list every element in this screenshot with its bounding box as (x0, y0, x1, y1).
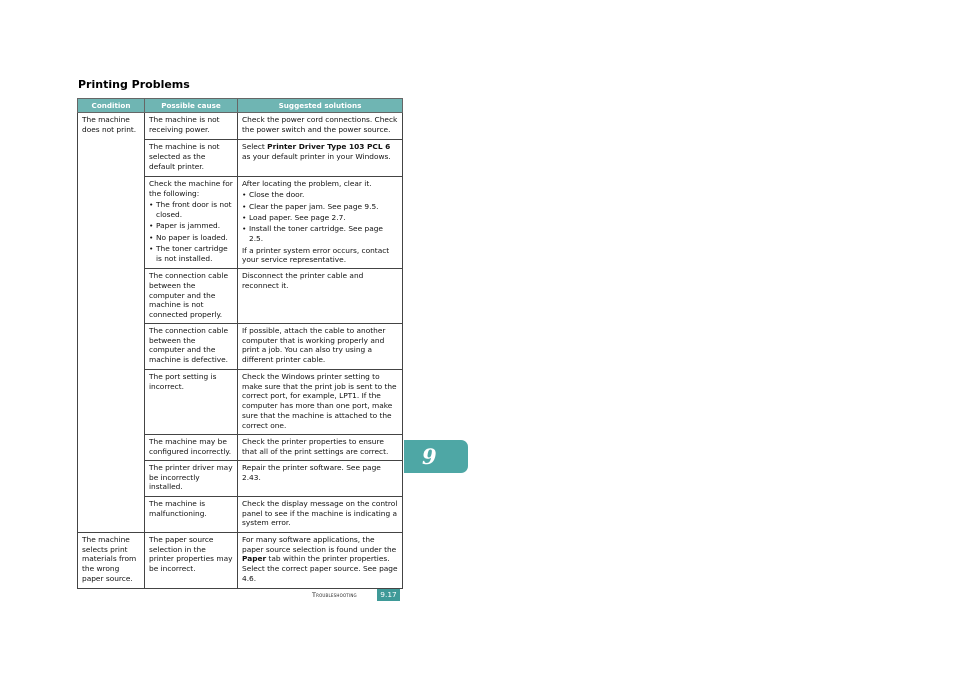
cause-cell: The connection cable between the computer and the machine is defective. (145, 323, 238, 369)
cause-cell: The paper source selection in the printer properties may be incorrect. (145, 532, 238, 588)
solution-text: as your default printer in your Windows. (242, 151, 391, 161)
paper-tab-name: Paper (242, 554, 267, 564)
solution-bullet-list (242, 190, 398, 244)
solution-cell: Check the printer properties to ensure that all of the print settings are correct. (238, 434, 403, 460)
cause-cell: The machine is malfunctioning. (145, 496, 238, 532)
list-item: • No paper is loaded. (149, 233, 233, 243)
chapter-number: 9 (422, 444, 437, 469)
solution-cell: Disconnect the printer cable and reconnect it. (238, 269, 403, 324)
table-header-row (78, 99, 403, 113)
driver-name: Printer Driver Type 103 PCL 6 (267, 142, 391, 151)
solution-cell (238, 177, 403, 269)
solution-cell (238, 532, 403, 588)
section-title: Printing Problems (78, 78, 190, 91)
solution-cell: If possible, attach the cable to another computer that is working properly and print a job. You can also try using a different printer cable. (238, 323, 403, 369)
condition-cell: The machine selects print materials from the wrong paper source. (78, 532, 145, 588)
list-item: • Paper is jammed. (149, 221, 233, 231)
table-row (78, 113, 403, 140)
solution-text: tab within the printer properties. Select the correct paper source. See page 4.6. (242, 554, 398, 583)
cause-cell: The printer driver may be incorrectly installed. (145, 460, 238, 496)
solution-text: For many software applications, the paper source selection is found under the (242, 534, 397, 554)
cause-intro: Check the machine for the following: (149, 179, 233, 198)
cause-cell: The port setting is incorrect. (145, 369, 238, 434)
list-item: • Install the toner cartridge. See page 2.5. (242, 224, 398, 244)
cause-cell: The machine is not selected as the default printer. (145, 140, 238, 177)
cause-cell: The machine may be configured incorrectly. (145, 434, 238, 460)
list-item: • The toner cartridge is not installed. (149, 244, 233, 264)
footer-section-name: Troubleshooting (312, 591, 357, 599)
list-item: • Close the door. (242, 190, 398, 200)
list-item: • Load paper. See page 2.7. (242, 213, 398, 223)
solution-cell: Check the power cord connections. Check the power switch and the power source. (238, 113, 403, 140)
solution-intro: After locating the problem, clear it. (242, 179, 372, 188)
cause-cell (145, 177, 238, 269)
list-item: • Clear the paper jam. See page 9.5. (242, 202, 398, 212)
header-suggested-solutions: Suggested solutions (238, 99, 403, 113)
solution-cell: Repair the printer software. See page 2.43. (238, 460, 403, 496)
condition-cell: The machine does not print. (78, 113, 145, 533)
solution-outro: If a printer system error occurs, contact your service representative. (242, 245, 390, 265)
solution-cell: Check the Windows printer setting to make sure that the print job is sent to the correct port, for example, LPT1. If the computer has more than one port, make sure that the machine is attached to the correct one. (238, 369, 403, 434)
header-condition: Condition (78, 99, 145, 113)
solution-cell: Check the display message on the control panel to see if the machine is indicating a system error. (238, 496, 403, 532)
header-possible-cause: Possible cause (145, 99, 238, 113)
troubleshooting-table (77, 98, 403, 589)
table-row (78, 532, 403, 588)
list-item: • The front door is not closed. (149, 200, 233, 220)
cause-cell: The connection cable between the computer and the machine is not connected properly. (145, 269, 238, 324)
solution-text: Select (242, 142, 268, 151)
cause-cell: The machine is not receiving power. (145, 113, 238, 140)
page-number-badge: 9.17 (377, 589, 400, 601)
solution-cell (238, 140, 403, 177)
cause-bullet-list (149, 200, 233, 263)
